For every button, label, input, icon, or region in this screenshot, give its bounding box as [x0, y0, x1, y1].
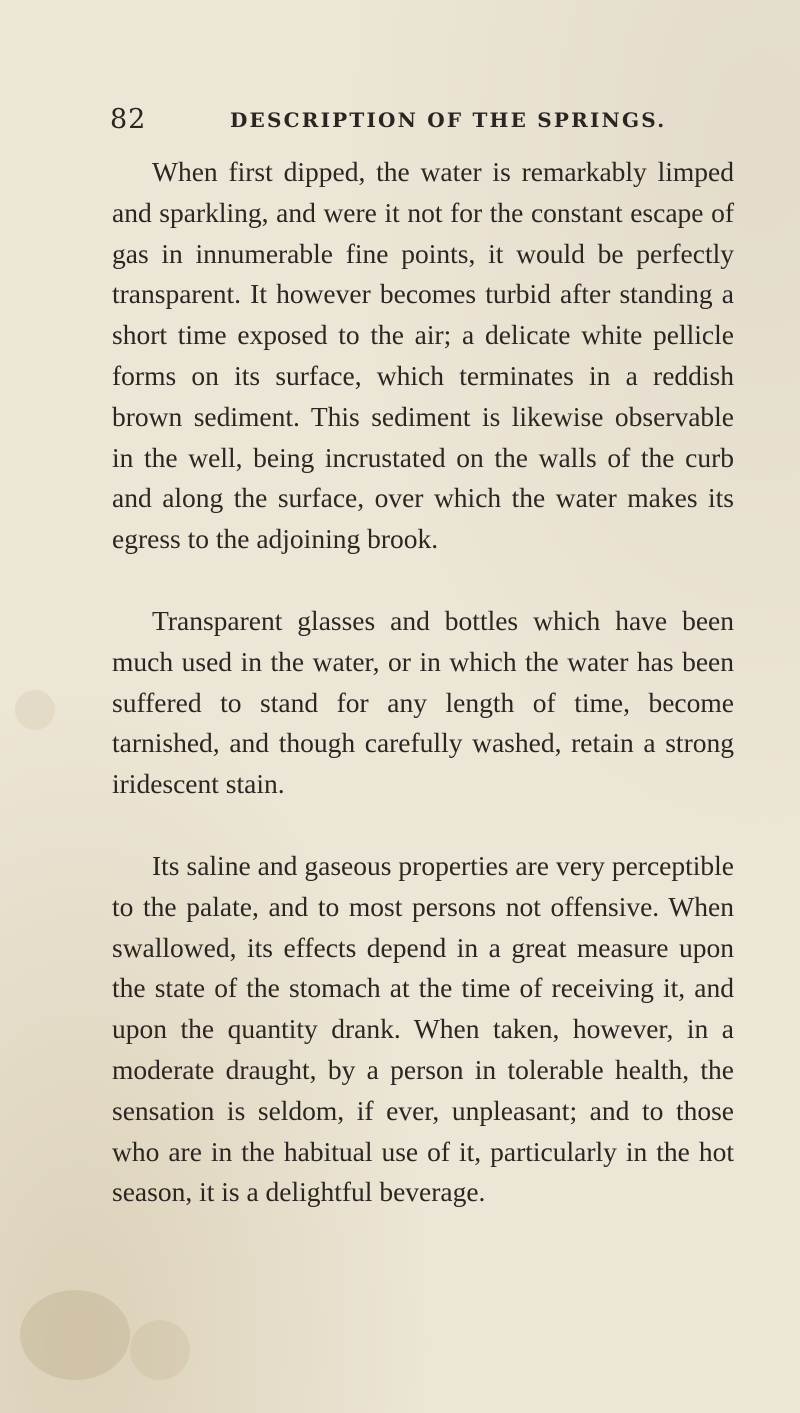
running-title: DESCRIPTION OF THE SPRINGS. — [230, 108, 667, 132]
page-header — [110, 104, 710, 140]
paper-stain — [15, 690, 55, 730]
body-text — [112, 152, 734, 1213]
paragraph: When first dipped, the water is remarkably limped and sparkling, and were it not for the constant escape of gas in innumerable fine points, it would be perfectly transparent. It however becomes turbid after standing a short time exposed to the air; a delicate white pellicle forms on its surface, which terminates in a reddish brown sediment. This sediment is likewise observable in the well, being incrustated on the walls of the curb and along the surface, over which the water makes its egress to the adjoining brook. — [112, 156, 734, 555]
page-number: 82 — [110, 104, 147, 135]
paper-stain — [20, 1290, 130, 1380]
paragraph: Its saline and gaseous properties are very perceptible to the palate, and to most persons not offensive. When swallowed, its effects depend in a great measure upon the state of the stomach at the time of receiving it, and upon the quantity drank. When taken, however, in a moderate draught, by a person in tolerable health, the sensation is seldom, if ever, unpleasant; and to those who are in the habitual use of it, particularly in the hot season, it is a delightful beverage. — [112, 849, 734, 1208]
paragraph: Transparent glasses and bottles which have been much used in the water, or in which the water has been suffered to stand for any length of time, become tarnished, and though carefully washed, retain a strong iridescent stain. — [112, 604, 734, 800]
paper-stain — [130, 1320, 190, 1380]
